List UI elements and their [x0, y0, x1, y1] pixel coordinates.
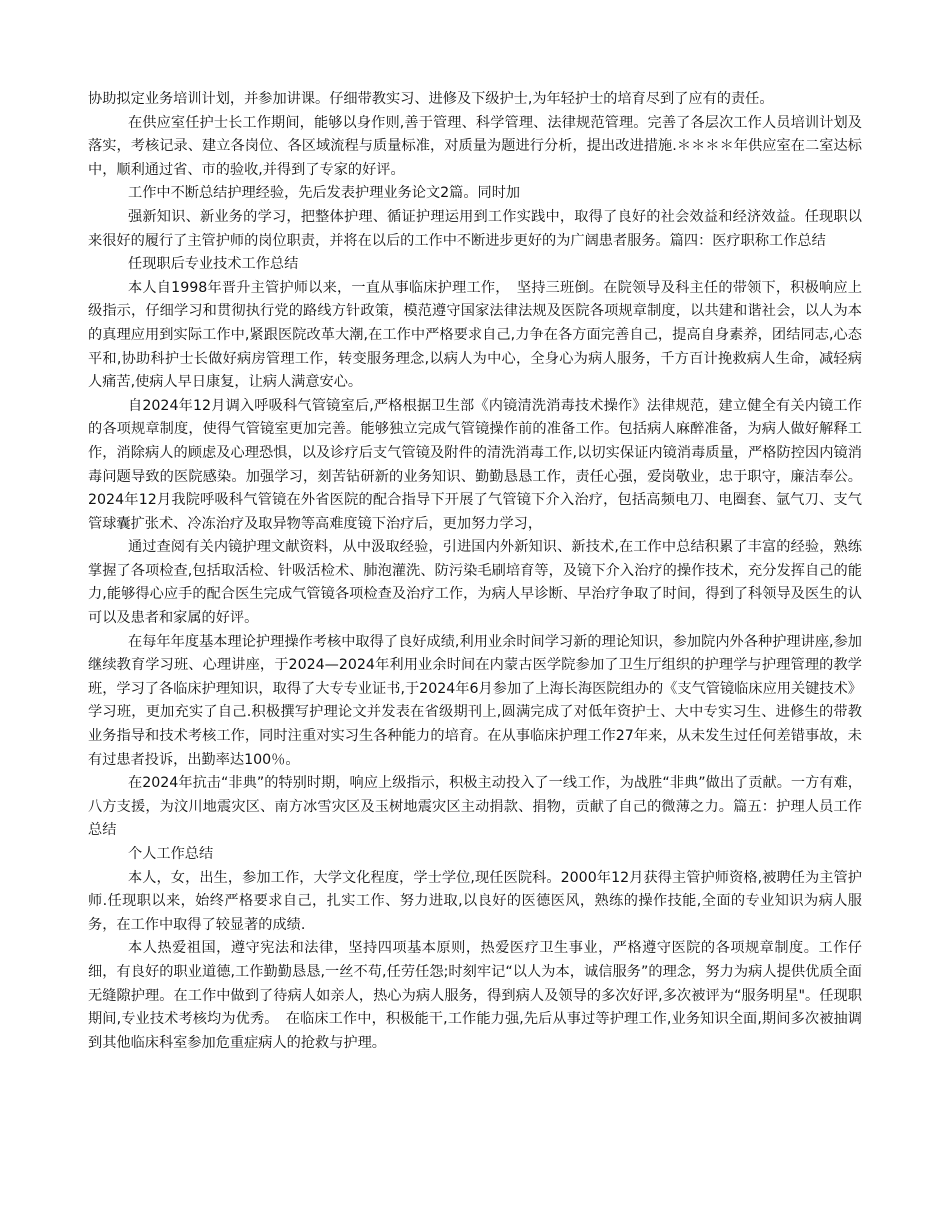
section-heading: 任现职后专业技术工作总结 [128, 256, 299, 273]
paragraph: 通过查阅有关内镜护理文献资料，从中汲取经验，引进国内外新知识、新技术,在工作中总结积累了丰富的经验，熟练掌握了各项检查,包括取活检、针吸活检术、肺泡灌洗、防污染毛刷培育等，及镜下介入治疗的操作技术，充分发挥自己的能力,能够得心应手的配合医生完成气管镜各项检查及治疗工作，为病人早诊断、早治疗争取了时间，得到了科领导及医生的认可以及患者和家属的好评。 [88, 539, 862, 627]
paragraph: 本人，女，出生，参加工作，大学文化程度，学士学位,现任医院科。2000年12月获得主管护师资格,被聘任为主管护师.任现职以来，始终严格要求自己，扎实工作、努力进取,以良好的医德医风，熟练的操作技能,全面的专业知识为病人服务，在工作中取得了较显著的成绩. [88, 869, 862, 933]
paragraph: 工作中不断总结护理经验，先后发表护理业务论文2篇。同时加 [128, 185, 521, 202]
paragraph: 在每年年度基本理论护理操作考核中取得了良好成绩,利用业余时间学习新的理论知识，参加院内外各种护理讲座,参加继续教育学习班、心理讲座，于2024—2024年利用业余时间在内蒙古医学院参加了卫生厅组织的护理学与护理管理的教学班，学习了各临床护理知识，取得了大专专业证书,于2024年6月参加了上海长海医院组办的《支气管镜临床应用关键技术》学习班，更加充实了自己.积极撰写护理论文并发表在省级期刊上,圆满完成了对低年资护士、大中专实习生、进修生的带教业务指导和技术考核工作，同时注重对实习生各种能力的培育。在从事临床护理工作27年来，从未发生过任何差错事故，未有过患者投诉，出勤率达100％。 [88, 633, 862, 768]
section-heading: 个人工作总结 [128, 846, 214, 862]
paragraph: 在供应室任护士长工作期间，能够以身作则,善于管理、科学管理、法律规范管理。完善了各层次工作人员培训计划及落实，考核记录、建立各岗位、各区域流程与质量标准，对质量为题进行分析，提出改进措施.＊＊＊＊年供应室在二室达标中，顺利通过省、市的验收,并得到了专家的好评。 [88, 114, 862, 178]
paragraph: 本人自1998年晋升主管护师以来，一直从事临床护理工作， 坚持三班倒。在院领导及科主任的带领下，积极响应上级指示，仔细学习和贯彻执行党的路线方针政策，模范遵守国家法律法规及医院各项规章制度，以共建和谐社会，以人为本的真理应用到实际工作中,紧跟医院改革大潮,在工作中严格要求自己,力争在各方面完善自己，提高自身素养，团结同志,心态平和,协助科护士长做好病房管理工作，转变服务理念,以病人为中心，全身心为病人服务，千方百计挽救病人生命，减轻病人痛苦,使病人早日康复，让病人满意安心。 [88, 279, 862, 391]
paragraph: 在2024年抗击“非典”的特别时期，响应上级指示，积极主动投入了一线工作，为战胜“非典”做出了贡献。一方有难，八方支援，为汶川地震灾区、南方冰雪灾区及玉树地震灾区主动捐款、捐物，贡献了自己的微薄之力。篇五：护理人员工作总结 [88, 775, 862, 839]
paragraph: 协助拟定业务培训计划，并参加讲课。仔细带教实习、进修及下级护士,为年轻护士的培育尽到了应有的责任。 [88, 91, 774, 107]
paragraph: 强新知识、新业务的学习，把整体护理、循证护理运用到工作实践中，取得了良好的社会效益和经济效益。任现职以来很好的履行了主管护师的岗位职责，并将在以后的工作中不断进步更好的为广阔患者服务。篇四：医疗职称工作总结 [88, 208, 862, 249]
paragraph: 本人热爱祖国，遵守宪法和法律，坚持四项基本原则，热爱医疗卫生事业，严格遵守医院的各项规章制度。工作仔细，有良好的职业道德,工作勤勤恳恳,一丝不苟,任劳任怨;时刻牢记“以人为本，诚信服务”的理念，努力为病人提供优质全面无缝隙护理。在工作中做到了待病人如亲人，热心为病人服务，得到病人及领导的多次好评,多次被评为“服务明星"。任现职期间,专业技术考核均为优秀。 在临床工作中，积极能干,工作能力强,先后从事过等护理工作,业务知识全面,期间多次被抽调到其他临床科室参加危重症病人的抢救与护理。 [88, 940, 862, 1051]
paragraph: 自2024年12月调入呼吸科气管镜室后,严格根据卫生部《内镜清洗消毒技术操作》法律规范，建立健全有关内镜工作的各项规章制度，使得气管镜室更加完善。能够独立完成气管镜操作前的准备工作。包括病人麻醉准备，为病人做好解释工作，消除病人的顾虑及心理恐惧，以及诊疗后支气管镜及附件的清洗消毒工作,以切实保证内镜消毒质量，严格防控因内镜消毒问题导致的医院感染。加强学习，刻苦钻研新的业务知识、勤勤恳恳工作，责任心强，爱岗敬业，忠于职守，廉洁奉公。2024年12月我院呼吸科气管镜在外省医院的配合指导下开展了气管镜下介入治疗，包括高频电刀、电圈套、氩气刀、支气管球囊扩张术、冷冻治疗及取异物等高难度镜下治疗后，更加努力学习， [88, 397, 862, 532]
